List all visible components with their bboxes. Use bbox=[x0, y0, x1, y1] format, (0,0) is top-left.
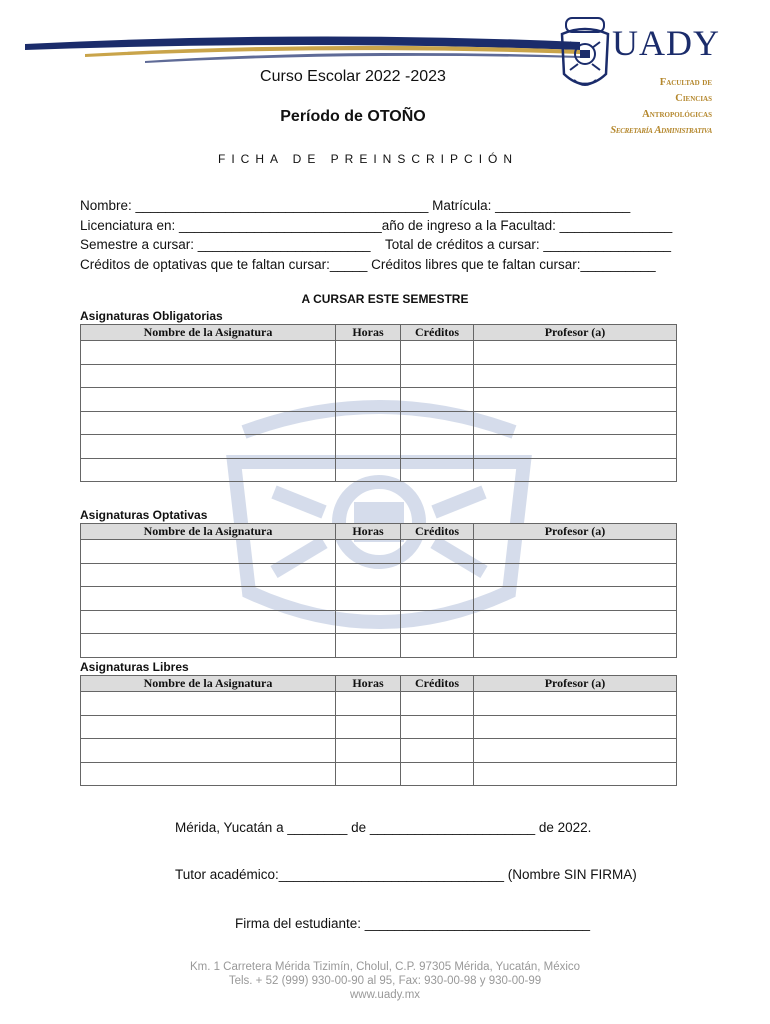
cell-nombre[interactable] bbox=[81, 563, 336, 587]
section-title: A CURSAR ESTE SEMESTRE bbox=[301, 292, 469, 306]
curso-escolar: Curso Escolar 2022 -2023 bbox=[260, 68, 446, 85]
table-row bbox=[81, 364, 677, 388]
cell-horas[interactable] bbox=[336, 762, 401, 786]
cell-horas[interactable] bbox=[336, 364, 401, 388]
table-row bbox=[81, 634, 677, 658]
licenciatura-field[interactable]: Licenciatura en: ___________________________año de ingreso a la Facultad: _______________ bbox=[80, 217, 673, 233]
cell-horas[interactable] bbox=[336, 739, 401, 763]
total-creditos-field[interactable]: Total de créditos a cursar: _________________ bbox=[385, 237, 671, 252]
col-nombre: Nombre de la Asignatura bbox=[81, 676, 336, 692]
cell-profesor[interactable] bbox=[474, 610, 677, 634]
cell-nombre[interactable] bbox=[81, 634, 336, 658]
cell-nombre[interactable] bbox=[81, 341, 336, 365]
footer-phones: Tels. + 52 (999) 930-00-90 al 95, Fax: 930-00-98 y 930-00-99 bbox=[228, 975, 542, 987]
cell-creditos[interactable] bbox=[401, 739, 474, 763]
optativas-label: Asignaturas Optativas bbox=[80, 508, 208, 522]
col-creditos: Créditos bbox=[401, 676, 474, 692]
cell-horas[interactable] bbox=[336, 411, 401, 435]
cell-profesor[interactable] bbox=[474, 692, 677, 716]
faculty-line: Antropológicas bbox=[642, 109, 712, 120]
cell-horas[interactable] bbox=[336, 634, 401, 658]
table-row bbox=[81, 411, 677, 435]
cell-profesor[interactable] bbox=[474, 587, 677, 611]
table-row bbox=[81, 610, 677, 634]
cell-profesor[interactable] bbox=[474, 540, 677, 564]
cell-profesor[interactable] bbox=[474, 411, 677, 435]
faculty-line: Facultad de bbox=[659, 77, 712, 88]
cell-nombre[interactable] bbox=[81, 540, 336, 564]
col-profesor: Profesor (a) bbox=[474, 676, 677, 692]
cell-profesor[interactable] bbox=[474, 634, 677, 658]
cell-horas[interactable] bbox=[336, 715, 401, 739]
col-horas: Horas bbox=[336, 325, 401, 341]
cell-profesor[interactable] bbox=[474, 341, 677, 365]
cell-nombre[interactable] bbox=[81, 762, 336, 786]
ficha-title: FICHA DE PREINSCRIPCIÓN bbox=[218, 152, 519, 166]
cell-profesor[interactable] bbox=[474, 715, 677, 739]
cell-horas[interactable] bbox=[336, 458, 401, 482]
cell-profesor[interactable] bbox=[474, 388, 677, 412]
cell-horas[interactable] bbox=[336, 610, 401, 634]
table-row bbox=[81, 692, 677, 716]
table-row bbox=[81, 458, 677, 482]
cell-nombre[interactable] bbox=[81, 715, 336, 739]
table-row bbox=[81, 540, 677, 564]
table-row bbox=[81, 341, 677, 365]
obligatorias-label: Asignaturas Obligatorias bbox=[80, 309, 223, 323]
cell-horas[interactable] bbox=[336, 587, 401, 611]
header-stripes bbox=[25, 28, 580, 68]
table-row bbox=[81, 739, 677, 763]
cell-horas[interactable] bbox=[336, 563, 401, 587]
student-fields bbox=[80, 196, 685, 274]
cell-creditos[interactable] bbox=[401, 715, 474, 739]
tutor-line[interactable]: Tutor académico:______________________________ (Nombre SIN FIRMA) bbox=[175, 867, 637, 882]
footer bbox=[0, 960, 770, 1002]
table-row bbox=[81, 715, 677, 739]
cell-creditos[interactable] bbox=[401, 458, 474, 482]
cell-horas[interactable] bbox=[336, 388, 401, 412]
cell-profesor[interactable] bbox=[474, 762, 677, 786]
table-row bbox=[81, 563, 677, 587]
faculty-line: Ciencias bbox=[675, 93, 712, 104]
optativas-table bbox=[80, 523, 677, 658]
firma-line[interactable]: Firma del estudiante: ______________________________ bbox=[235, 916, 591, 931]
cell-horas[interactable] bbox=[336, 435, 401, 459]
obligatorias-table bbox=[80, 324, 677, 482]
cell-creditos[interactable] bbox=[401, 587, 474, 611]
table-row bbox=[81, 762, 677, 786]
col-nombre: Nombre de la Asignatura bbox=[81, 524, 336, 540]
creditos-optativas-libres-field[interactable]: Créditos de optativas que te faltan cursar:_____ Créditos libres que te faltan cursar:__________ bbox=[80, 256, 656, 272]
cell-nombre[interactable] bbox=[81, 458, 336, 482]
table-row bbox=[81, 435, 677, 459]
col-nombre: Nombre de la Asignatura bbox=[81, 325, 336, 341]
secretaria-line: Secretaría Administrativa bbox=[610, 125, 712, 136]
cell-profesor[interactable] bbox=[474, 563, 677, 587]
col-profesor: Profesor (a) bbox=[474, 524, 677, 540]
col-creditos: Créditos bbox=[401, 524, 474, 540]
cell-creditos[interactable] bbox=[401, 563, 474, 587]
libres-label: Asignaturas Libres bbox=[80, 660, 189, 674]
cell-nombre[interactable] bbox=[81, 411, 336, 435]
cell-creditos[interactable] bbox=[401, 692, 474, 716]
cell-nombre[interactable] bbox=[81, 435, 336, 459]
cell-creditos[interactable] bbox=[401, 435, 474, 459]
col-creditos: Créditos bbox=[401, 325, 474, 341]
cell-creditos[interactable] bbox=[401, 762, 474, 786]
fecha-line[interactable]: Mérida, Yucatán a ________ de ______________________ de 2022. bbox=[175, 820, 592, 835]
cell-nombre[interactable] bbox=[81, 587, 336, 611]
col-horas: Horas bbox=[336, 524, 401, 540]
cell-creditos[interactable] bbox=[401, 610, 474, 634]
table-row bbox=[81, 587, 677, 611]
cell-nombre[interactable] bbox=[81, 364, 336, 388]
cell-nombre[interactable] bbox=[81, 739, 336, 763]
cell-horas[interactable] bbox=[336, 341, 401, 365]
table-row bbox=[81, 388, 677, 412]
libres-table bbox=[80, 675, 677, 786]
cell-profesor[interactable] bbox=[474, 739, 677, 763]
cell-creditos[interactable] bbox=[401, 411, 474, 435]
periodo-title: Período de OTOÑO bbox=[280, 108, 426, 125]
cell-creditos[interactable] bbox=[401, 341, 474, 365]
col-horas: Horas bbox=[336, 676, 401, 692]
cell-horas[interactable] bbox=[336, 692, 401, 716]
footer-address: Km. 1 Carretera Mérida Tizimín, Cholul, C.P. 97305 Mérida, Yucatán, México bbox=[189, 961, 581, 973]
semestre-field[interactable]: Semestre a cursar: _______________________ bbox=[80, 237, 371, 252]
cell-nombre[interactable] bbox=[81, 388, 336, 412]
nombre-matricula-field[interactable]: Nombre: _______________________________________ Matrícula: __________________ bbox=[80, 198, 631, 213]
cell-nombre[interactable] bbox=[81, 692, 336, 716]
cell-creditos[interactable] bbox=[401, 364, 474, 388]
col-profesor: Profesor (a) bbox=[474, 325, 677, 341]
footer-website: www.uady.mx bbox=[349, 989, 421, 1001]
cell-profesor[interactable] bbox=[474, 435, 677, 459]
cell-profesor[interactable] bbox=[474, 364, 677, 388]
cell-creditos[interactable] bbox=[401, 540, 474, 564]
cell-creditos[interactable] bbox=[401, 388, 474, 412]
cell-nombre[interactable] bbox=[81, 610, 336, 634]
cell-profesor[interactable] bbox=[474, 458, 677, 482]
cell-horas[interactable] bbox=[336, 540, 401, 564]
cell-creditos[interactable] bbox=[401, 634, 474, 658]
uady-logo-text: UADY bbox=[612, 23, 720, 63]
